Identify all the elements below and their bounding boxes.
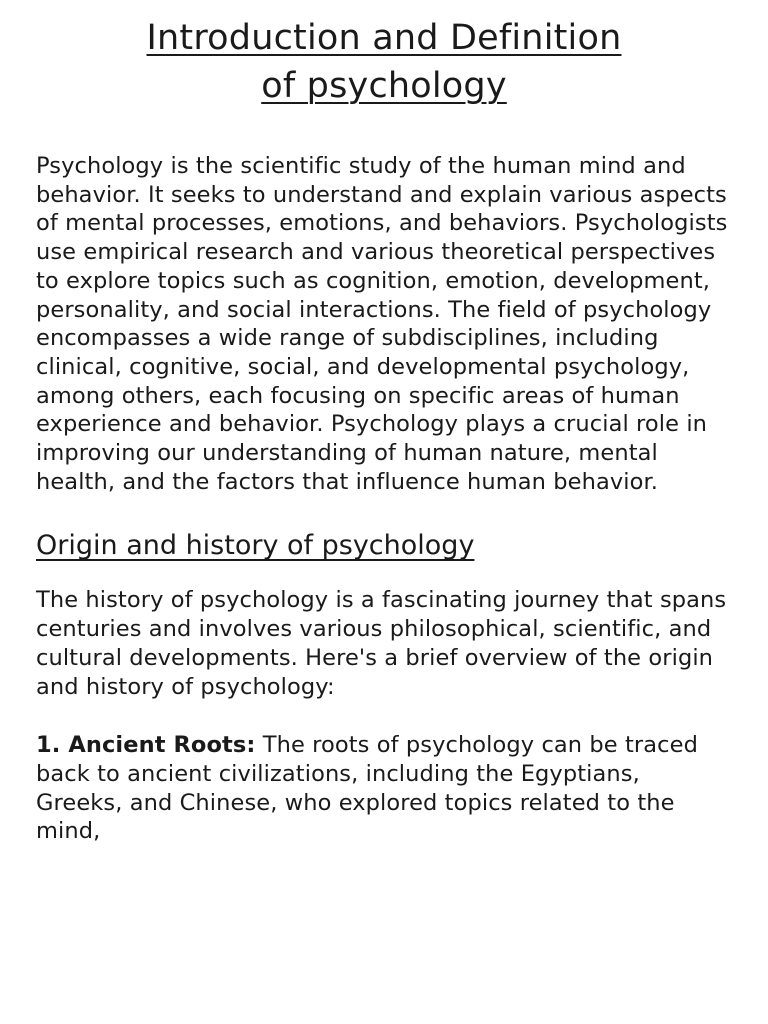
list-item-label: 1. Ancient Roots: (36, 732, 256, 759)
list-item-text: The roots of psychology can be traced back to ancient civilizations, including the Egyptians, Greeks, and Chinese, who explored topics related to the mind, (36, 732, 698, 845)
history-paragraph: The history of psychology is a fascinating journey that spans centuries and involves various philosophical, scientific, and cultural developments. Here's a brief overview of the origin and history of psychology: (36, 587, 727, 700)
list-item-ancient-roots (36, 731, 732, 846)
document-title-line-2: of psychology (261, 66, 507, 106)
section-heading-origin-history: Origin and history of psychology (36, 530, 475, 562)
intro-paragraph: Psychology is the scientific study of the human mind and behavior. It seeks to understand and explain various aspects of mental processes, emotions, and behaviors. Psychologists use empirical research and various theoretical perspectives to explore topics such as cognition, emotion, development, personality, and social interactions. The field of psychology encompasses a wide range of subdisciplines, including clinical, cognitive, social, and developmental psychology, among others, each focusing on specific areas of human experience and behavior. Psychology plays a crucial role in improving our understanding of human nature, mental health, and the factors that influence human behavior. (36, 153, 728, 495)
document-title (36, 14, 732, 110)
document-title-line-1: Introduction and Definition (146, 18, 622, 58)
